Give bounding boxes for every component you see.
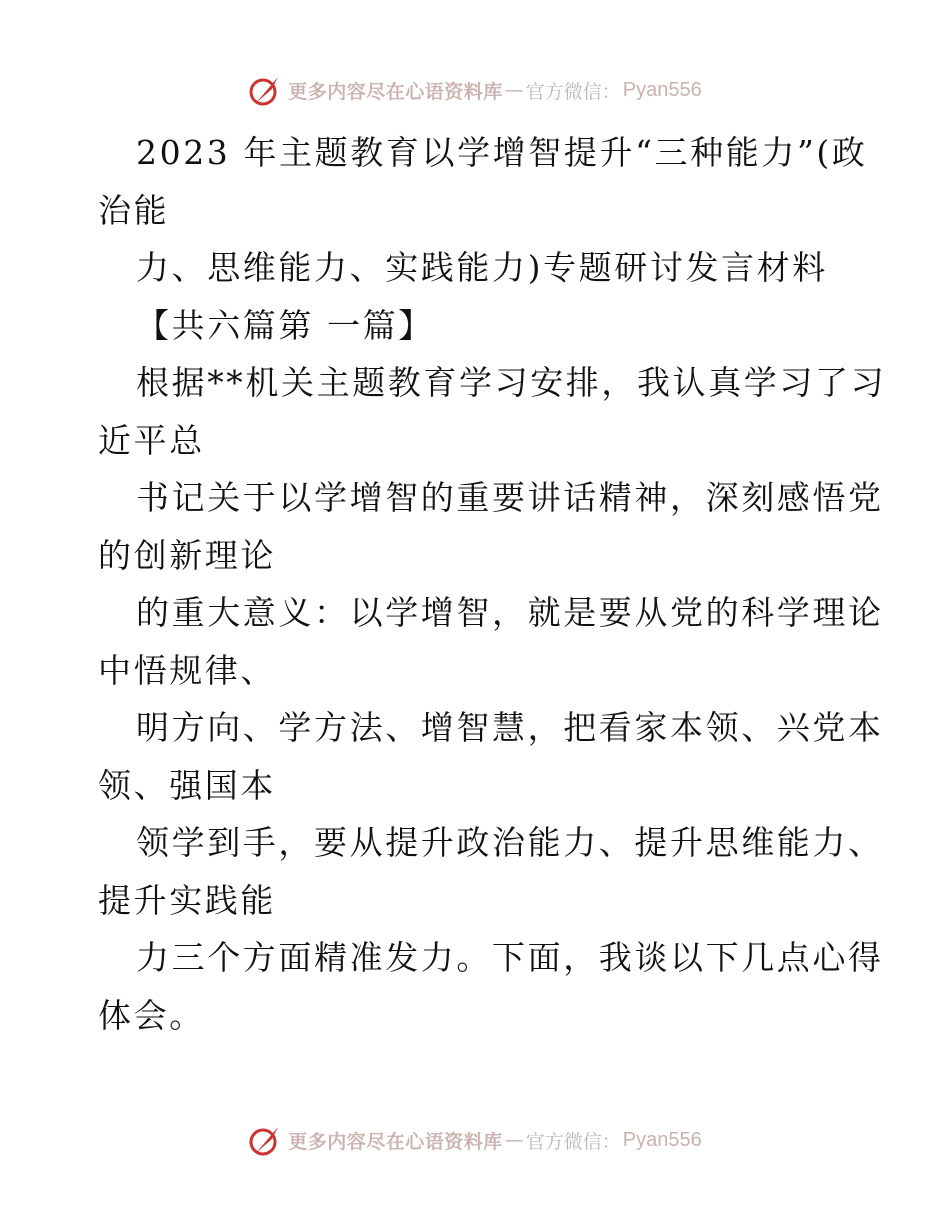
paragraph-line: 的创新理论 xyxy=(98,535,276,575)
title-line-3: 力、思维能力、实践能力)专题研讨发言材料 xyxy=(136,248,828,287)
watermark-separator: — xyxy=(504,1129,524,1151)
paragraph-line: 力三个方面精准发力。下面，我谈以下几点心得 xyxy=(136,938,884,977)
paragraph-line: 近平总 xyxy=(98,420,205,460)
title-line-2: 治能 xyxy=(98,190,170,230)
paragraph-line: 中悟规律、 xyxy=(98,650,276,690)
paragraph-line: 体会。 xyxy=(98,995,205,1035)
footer-watermark xyxy=(0,1120,950,1160)
watermark-text: 更多内容尽在心语资料库 xyxy=(288,1130,503,1153)
paragraph-line: 领学到手，要从提升政治能力、提升思维能力、 xyxy=(136,823,884,862)
document-body xyxy=(98,124,887,1044)
wechat-label: 官方微信： xyxy=(525,80,621,103)
paragraph-line: 领、强国本 xyxy=(98,765,276,805)
watermark-separator: — xyxy=(504,79,524,101)
paragraph-line: 书记关于以学增智的重要讲话精神，深刻感悟党 xyxy=(136,478,884,517)
paragraph-line: 提升实践能 xyxy=(98,880,276,920)
paragraph-line: 的重大意义：以学增智，就是要从党的科学理论 xyxy=(136,593,884,632)
paragraph-line: 明方向、学方法、增智慧，把看家本领、兴党本 xyxy=(136,708,884,747)
paragraph-line: 根据**机关主题教育学习安排，我认真学习了习 xyxy=(136,363,887,402)
watermark-text: 更多内容尽在心语资料库 xyxy=(288,80,503,103)
wechat-label: 官方微信： xyxy=(525,1130,621,1153)
header-watermark xyxy=(0,70,950,110)
wechat-id: Pyan556 xyxy=(622,78,702,101)
quill-logo-icon xyxy=(248,73,282,107)
subtitle-line: 【共六篇第 一篇】 xyxy=(136,305,434,345)
quill-logo-icon xyxy=(248,1123,282,1157)
wechat-id: Pyan556 xyxy=(622,1128,702,1151)
title-line-1: 2023 年主题教育以学增智提升“三种能力”(政 xyxy=(136,133,868,172)
